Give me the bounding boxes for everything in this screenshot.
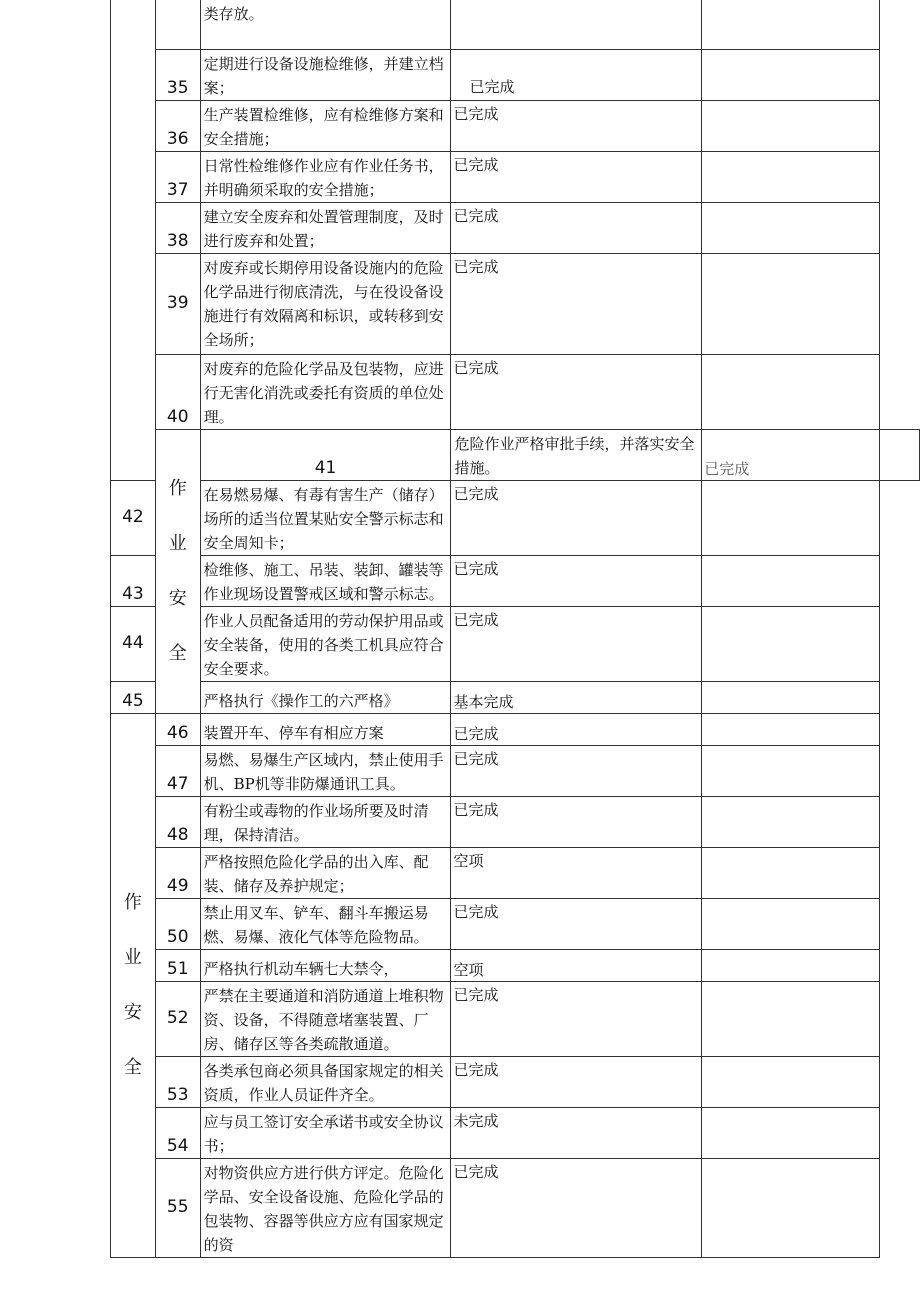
status-cell: 已完成 — [451, 480, 702, 555]
row-number: 55 — [155, 1158, 200, 1257]
table-row — [111, 606, 920, 681]
status-cell: 已完成 — [451, 606, 702, 681]
row-number: 46 — [155, 713, 200, 745]
status-cell: 已完成 — [451, 796, 702, 847]
item-text: 严格按照危险化学品的出入库、配装、储存及养护规定； — [200, 847, 451, 898]
status-cell: 已完成 — [702, 429, 880, 480]
remark-cell — [702, 713, 880, 745]
section-label: 作 业 安 全 — [111, 713, 156, 1257]
status-cell: 空项 — [451, 847, 702, 898]
table-row — [111, 354, 920, 429]
item-text: 生产装置检维修，应有检维修方案和安全措施； — [200, 100, 451, 151]
remark-cell — [702, 1107, 880, 1158]
row-number: 41 — [200, 429, 451, 480]
row-number: 42 — [111, 480, 156, 555]
remark-cell — [702, 796, 880, 847]
table-row — [111, 1056, 920, 1107]
status-cell: 已完成 — [451, 151, 702, 202]
remark-cell — [702, 1056, 880, 1107]
row-number: 36 — [155, 100, 200, 151]
remark-cell — [702, 1158, 880, 1257]
table-row — [111, 713, 920, 745]
table-row — [111, 1158, 920, 1257]
remark-cell — [879, 429, 919, 480]
remark-cell — [702, 253, 880, 354]
table-row — [111, 796, 920, 847]
remark-cell — [702, 0, 880, 49]
remark-cell — [702, 606, 880, 681]
table-row — [111, 847, 920, 898]
status-cell: 已完成 — [451, 202, 702, 253]
status-cell: 已完成 — [451, 1158, 702, 1257]
status-cell: 基本完成 — [451, 681, 702, 713]
row-number: 52 — [155, 981, 200, 1056]
status-cell: 未完成 — [451, 1107, 702, 1158]
row-number: 47 — [155, 745, 200, 796]
section-cell-blank — [111, 0, 156, 480]
item-text: 应与员工签订安全承诺书或安全协议书； — [200, 1107, 451, 1158]
remark-cell — [702, 49, 880, 100]
status-cell: 已完成 — [451, 981, 702, 1056]
remark-cell — [702, 898, 880, 949]
section-label: 作 业 安 全 — [155, 429, 200, 713]
row-number: 35 — [155, 49, 200, 100]
item-text: 对物资供应方进行供方评定。危险化学品、安全设备设施、危险化学品的包装物、容器等供应方应有国家规定的资 — [200, 1158, 451, 1257]
table-row — [111, 49, 920, 100]
row-number: 49 — [155, 847, 200, 898]
table-row — [111, 1107, 920, 1158]
row-number: 44 — [111, 606, 156, 681]
table-row — [111, 480, 920, 555]
remark-cell — [702, 480, 880, 555]
row-number: 38 — [155, 202, 200, 253]
item-text: 定期进行设备设施检维修，并建立档案； — [200, 49, 451, 100]
item-text: 检维修、施工、吊装、装卸、罐装等作业现场设置警戒区域和警示标志。 — [200, 555, 451, 606]
status-cell: 已完成 — [451, 100, 702, 151]
table-row — [111, 981, 920, 1056]
item-text: 日常性检维修作业应有作业任务书，并明确须采取的安全措施； — [200, 151, 451, 202]
table-row — [111, 898, 920, 949]
remark-cell — [702, 949, 880, 981]
remark-cell — [702, 681, 880, 713]
item-text: 对废弃或长期停用设备设施内的危险化学品进行彻底清洗，与在役设备设施进行有效隔离和标识，或转移到安全场所； — [200, 253, 451, 354]
row-number — [155, 0, 200, 49]
remark-cell — [702, 847, 880, 898]
table-row — [111, 681, 920, 713]
table-row — [111, 555, 920, 606]
item-text: 严格执行《操作工的六严格》 — [200, 681, 451, 713]
row-number: 45 — [111, 681, 156, 713]
row-number: 48 — [155, 796, 200, 847]
item-text: 建立安全废弃和处置管理制度，及时进行废弃和处置； — [200, 202, 451, 253]
status-cell: 已完成 — [451, 898, 702, 949]
remark-cell — [702, 745, 880, 796]
table-row — [111, 100, 920, 151]
row-number: 50 — [155, 898, 200, 949]
item-text: 对废弃的危险化学品及包装物，应进行无害化消洗或委托有资质的单位处理。 — [200, 354, 451, 429]
item-text: 严禁在主要通道和消防通道上堆积物资、设备，不得随意堵塞装置、厂房、储存区等各类疏散通道。 — [200, 981, 451, 1056]
table-row — [111, 429, 920, 480]
table-row — [111, 949, 920, 981]
remark-cell — [702, 100, 880, 151]
item-text: 在易燃易爆、有毒有害生产（储存）场所的适当位置某贴安全警示标志和安全周知卡； — [200, 480, 451, 555]
status-cell: 已完成 — [451, 49, 702, 100]
item-text: 危险作业严格审批手续，并落实安全措施。 — [451, 429, 702, 480]
remark-cell — [702, 202, 880, 253]
item-text: 装置开车、停车有相应方案 — [200, 713, 451, 745]
table-row — [111, 151, 920, 202]
row-number: 40 — [155, 354, 200, 429]
row-number: 37 — [155, 151, 200, 202]
row-number: 43 — [111, 555, 156, 606]
table-row — [111, 202, 920, 253]
remark-cell — [702, 354, 880, 429]
item-text: 各类承包商必须具备国家规定的相关资质，作业人员证件齐全。 — [200, 1056, 451, 1107]
table-row — [111, 0, 920, 49]
item-text: 有粉尘或毒物的作业场所要及时清理，保持清洁。 — [200, 796, 451, 847]
item-text: 禁止用叉车、铲车、翻斗车搬运易燃、易爆、液化气体等危险物品。 — [200, 898, 451, 949]
remark-cell — [702, 555, 880, 606]
status-cell: 已完成 — [451, 745, 702, 796]
status-cell: 已完成 — [451, 1056, 702, 1107]
status-cell — [451, 0, 702, 49]
item-text: 作业人员配备适用的劳动保护用品或安全装备，使用的各类工机具应符合安全要求。 — [200, 606, 451, 681]
inspection-table — [110, 0, 920, 1258]
table-row — [111, 745, 920, 796]
row-number: 39 — [155, 253, 200, 354]
status-cell: 空项 — [451, 949, 702, 981]
remark-cell — [702, 981, 880, 1056]
item-text: 严格执行机动车辆七大禁令， — [200, 949, 451, 981]
item-text: 类存放。 — [200, 0, 451, 49]
row-number: 51 — [155, 949, 200, 981]
status-cell: 已完成 — [451, 555, 702, 606]
remark-cell — [702, 151, 880, 202]
status-cell: 已完成 — [451, 253, 702, 354]
status-cell: 已完成 — [451, 354, 702, 429]
status-cell: 已完成 — [451, 713, 702, 745]
row-number: 54 — [155, 1107, 200, 1158]
item-text: 易燃、易爆生产区域内，禁止使用手机、BP机等非防爆通讯工具。 — [200, 745, 451, 796]
table-row — [111, 253, 920, 354]
row-number: 53 — [155, 1056, 200, 1107]
